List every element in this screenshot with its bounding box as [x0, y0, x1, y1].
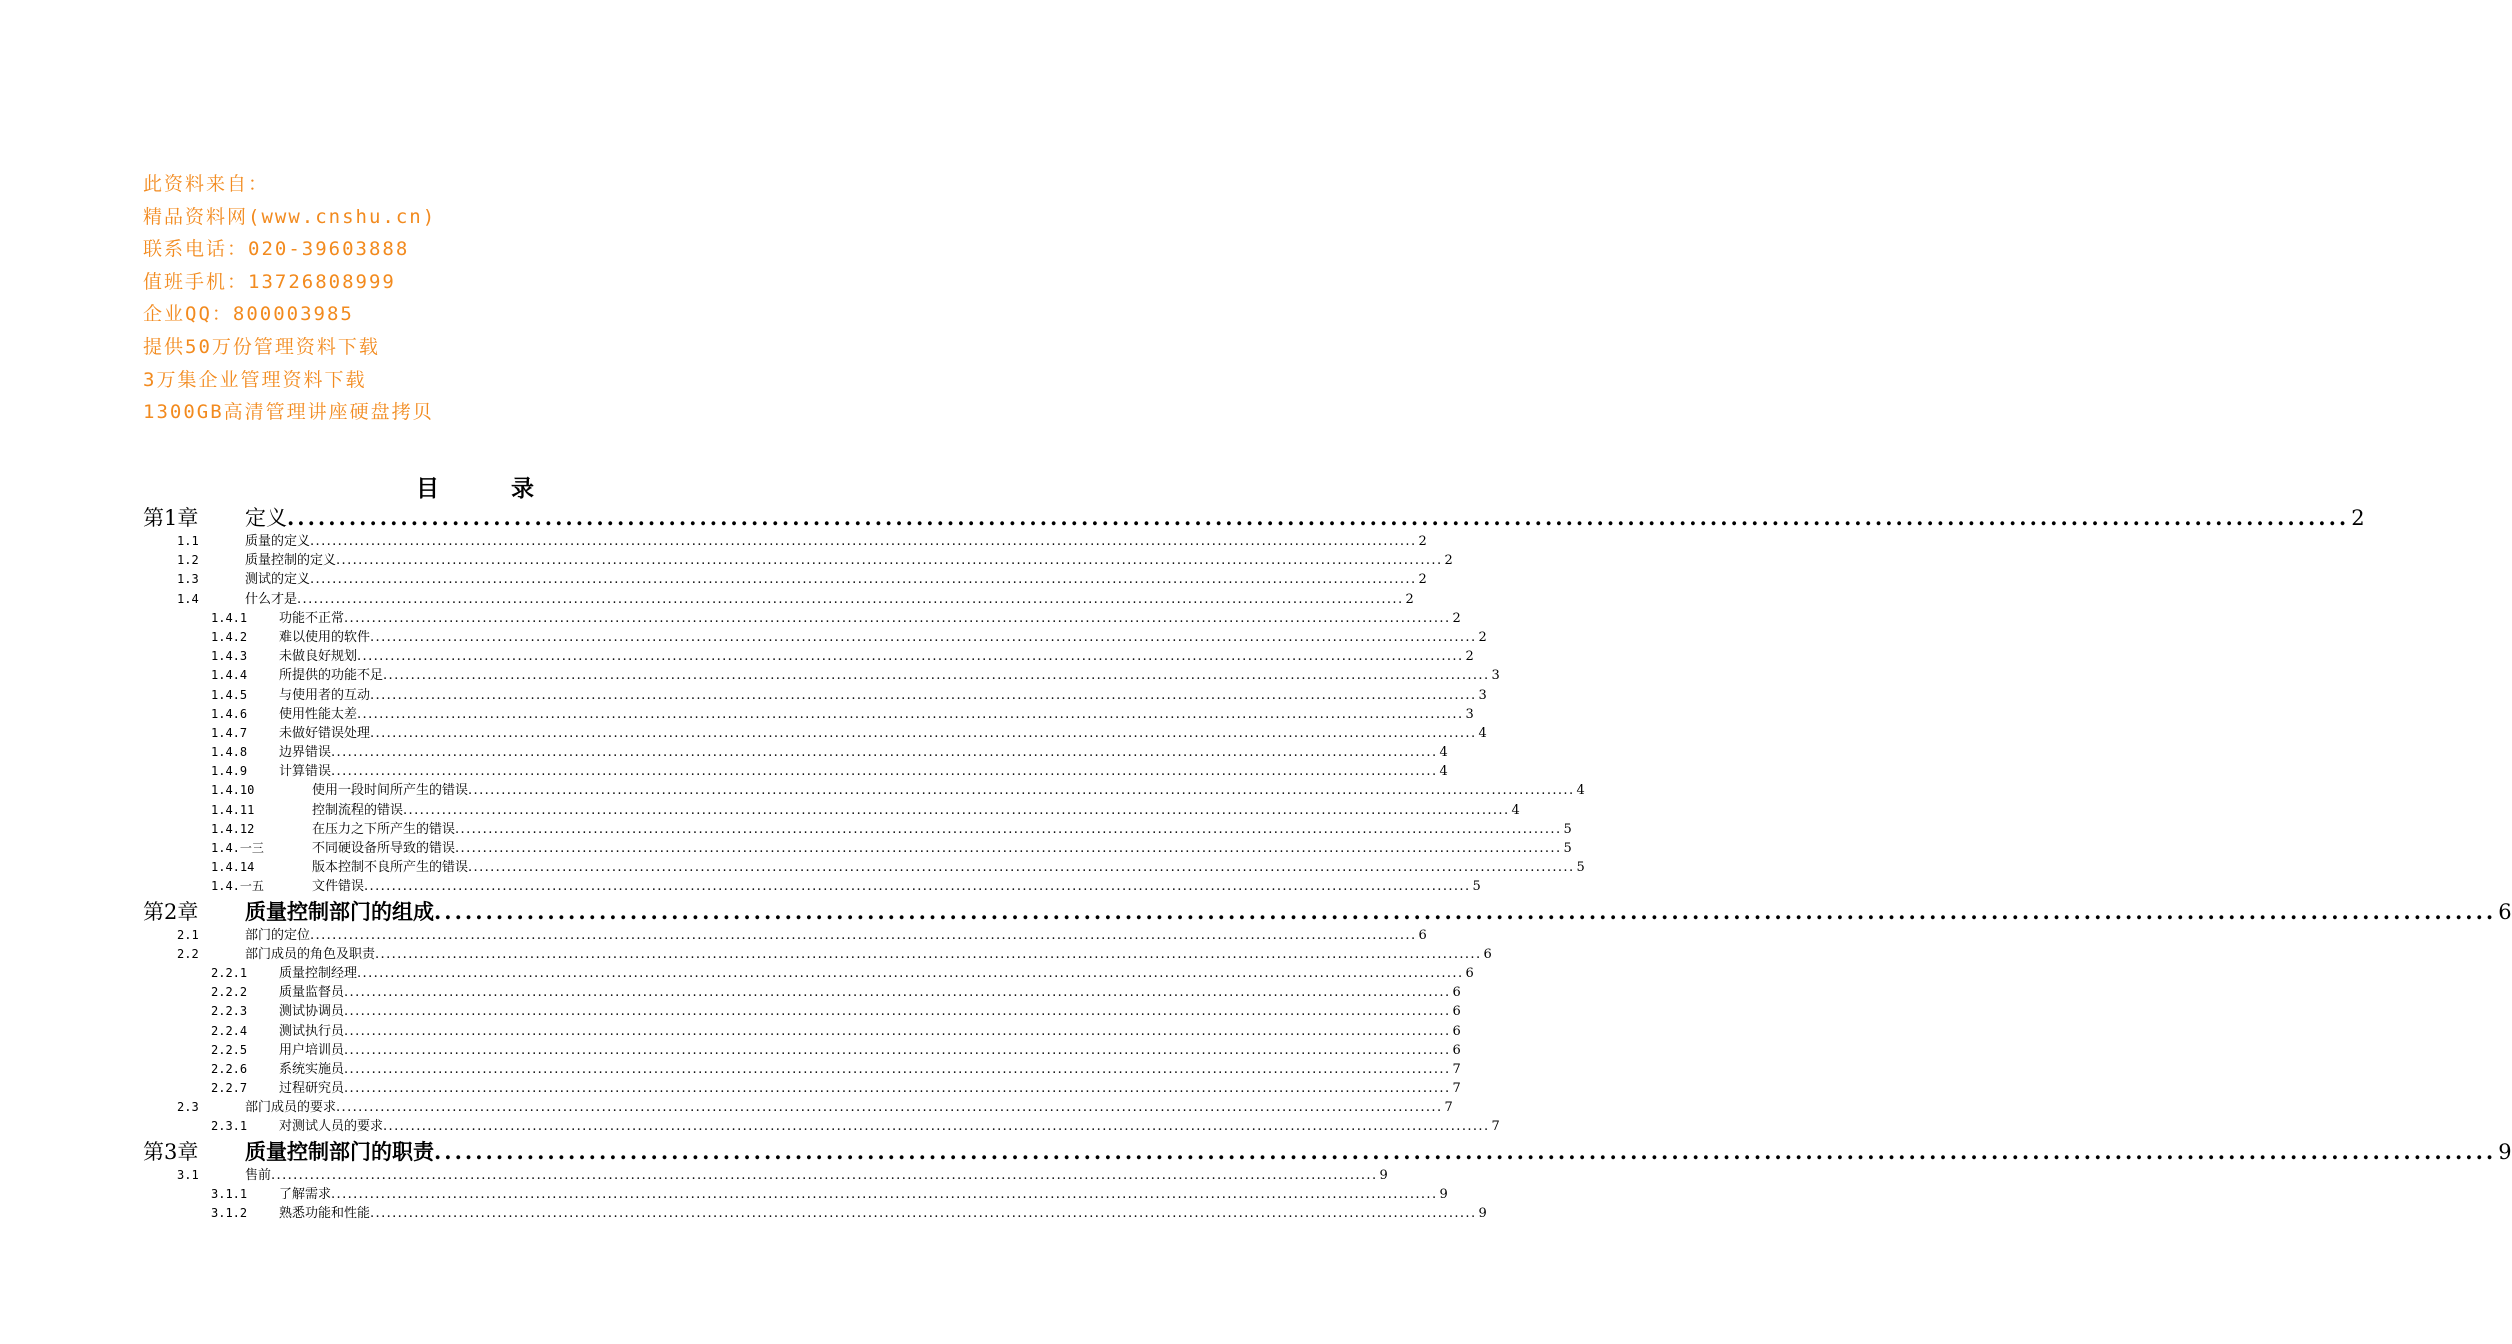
- toc-leader-dots: ........................................................................................................................................................................................................: [344, 985, 1451, 1001]
- toc-entry[interactable]: [143, 647, 1474, 666]
- toc-entry-number: 1.4.1: [211, 610, 248, 625]
- toc-entry-number: 1.3: [177, 572, 199, 587]
- toc-entry-title: 质量控制的定义: [245, 553, 337, 569]
- toc-entry-title: 质量控制部门的职责: [245, 1138, 434, 1164]
- toc-entry-page: 3: [1491, 668, 1500, 684]
- source-line: 精品资料网(www.cnshu.cn): [143, 205, 437, 228]
- toc-entry-number: 1.4.2: [211, 629, 248, 644]
- toc-entry-title: 所提供的功能不足: [279, 668, 384, 684]
- toc-entry-page: 5: [1563, 821, 1572, 837]
- toc-entry-title: 使用性能太差: [279, 706, 358, 722]
- toc-entry-title: 售前: [245, 1167, 272, 1183]
- toc-leader-dots: ........................................................................................................................................................................................................: [310, 927, 1417, 943]
- toc-entry[interactable]: [143, 926, 1427, 945]
- toc-entry[interactable]: [143, 762, 1448, 781]
- toc-leader-dots: ........................................................................................................................................................................................................: [344, 1081, 1451, 1097]
- toc-leader-dots: ........................................................................................................................................................................................................: [310, 572, 1417, 588]
- toc-entry-page: 7: [1452, 1061, 1461, 1077]
- toc-entry-number: 2.2.3: [211, 1004, 248, 1019]
- toc-entry[interactable]: [143, 705, 1474, 724]
- toc-entry[interactable]: [143, 1166, 1388, 1185]
- toc-leader-dots: ........................................................................................................................................................................................................: [468, 860, 1575, 876]
- toc-entry[interactable]: [143, 628, 1487, 647]
- toc-entry-title: 部门成员的要求: [245, 1100, 337, 1116]
- toc-leader-dots: ........................................................................................................................................................................................................: [331, 764, 1438, 780]
- toc-entry[interactable]: [143, 1117, 1500, 1136]
- source-line: 提供50万份管理资料下载: [143, 335, 380, 358]
- toc-leader-dots: ........................................................................................................................................................................................................: [383, 668, 1490, 684]
- toc-entry-page: 9: [1439, 1186, 1448, 1202]
- toc-entry-page: 4: [1478, 725, 1487, 741]
- toc-entry-number: 1.4.8: [211, 745, 248, 760]
- toc-entry-page: 4: [1511, 802, 1520, 818]
- toc-entry-page: 2: [1478, 629, 1487, 645]
- toc-entry-page: 2: [1444, 553, 1453, 569]
- toc-entry-title: 定义: [245, 506, 287, 530]
- toc-leader-dots: ........................................................................................................................................................................................................: [297, 591, 1404, 607]
- toc-leader-dots: ........................................................................................................................................................................................................: [310, 534, 1417, 549]
- toc-entry-number: 2.3: [177, 1100, 199, 1115]
- toc-entry-number: 1.4: [177, 591, 199, 606]
- toc-entry-title: 质量控制部门的组成: [245, 898, 434, 924]
- toc-entry[interactable]: [143, 1098, 1453, 1117]
- toc-entry-page: 6: [2498, 899, 2512, 924]
- toc-entry-title: 计算错误: [279, 764, 332, 780]
- toc-entry-page: 6: [1452, 1023, 1461, 1039]
- toc-entry-number: 3.1.2: [211, 1206, 248, 1220]
- toc-leader-dots: ........................................................................................................................................................................................................: [468, 783, 1575, 799]
- toc-leader-dots: ........................................................................................................................................................................................................: [434, 898, 2497, 924]
- toc-entry-number: 1.4.11: [211, 802, 255, 817]
- toc-entry-title: 控制流程的错误: [312, 802, 404, 818]
- toc-leader-dots: ........................................................................................................................................................................................................: [434, 1138, 2497, 1164]
- toc-leader-dots: ........................................................................................................................................................................................................: [370, 725, 1477, 741]
- toc-entry-number: 3.1: [177, 1167, 199, 1182]
- toc-entry-page: 6: [1418, 927, 1427, 943]
- toc-leader-dots: ........................................................................................................................................................................................................: [364, 879, 1471, 895]
- toc-entry[interactable]: [143, 897, 2512, 926]
- toc-entry-title: 质量控制经理: [279, 965, 358, 981]
- toc-entry[interactable]: [143, 1022, 1461, 1041]
- toc-leader-dots: ........................................................................................................................................................................................................: [383, 1119, 1490, 1135]
- toc-entry-number: 1.4.10: [211, 783, 255, 798]
- toc-entry-page: 4: [1439, 745, 1448, 761]
- toc-entry-title: 与使用者的互动: [279, 687, 371, 703]
- toc-entry-number: 2.3.1: [211, 1119, 248, 1134]
- toc-leader-dots: ........................................................................................................................................................................................................: [370, 687, 1477, 703]
- toc-entry-title: 测试协调员: [279, 1004, 345, 1020]
- toc-leader-dots: ........................................................................................................................................................................................................: [357, 965, 1464, 981]
- toc-entry[interactable]: [143, 839, 1572, 858]
- toc-entry-title: 部门成员的角色及职责: [245, 946, 376, 962]
- toc-entry-page: 2: [2351, 506, 2365, 530]
- source-line: 1300GB高清管理讲座硬盘拷贝: [143, 401, 434, 424]
- toc-entry-title: 系统实施员: [279, 1061, 345, 1077]
- toc-leader-dots: ........................................................................................................................................................................................................: [357, 649, 1464, 665]
- toc-leader-dots: ........................................................................................................................................................................................................: [455, 821, 1562, 837]
- toc-entry-page: 3: [1465, 706, 1474, 722]
- toc-entry-title: 在压力之下所产生的错误: [312, 821, 456, 837]
- toc-entry-page: 9: [1379, 1167, 1388, 1183]
- toc-entry-page: 7: [1444, 1100, 1453, 1116]
- toc-entry-title: 使用一段时间所产生的错误: [312, 783, 469, 799]
- toc-entry-title: 质量监督员: [279, 985, 345, 1001]
- toc-entry[interactable]: [143, 1041, 1461, 1060]
- toc-entry[interactable]: [143, 609, 1461, 628]
- toc-entry[interactable]: [143, 964, 1474, 983]
- toc-entry-page: 4: [1439, 764, 1448, 780]
- toc-leader-dots: ........................................................................................................................................................................................................: [336, 553, 1443, 569]
- toc-entry-page: 6: [1452, 985, 1461, 1001]
- source-line: 值班手机：13726808999: [143, 270, 396, 293]
- toc-entry-number: 1.4.14: [211, 860, 255, 875]
- toc-entry-title: 质量的定义: [245, 534, 311, 549]
- toc-entry-number: 1.4.3: [211, 649, 248, 664]
- toc-entry-page: 2: [1418, 572, 1427, 588]
- toc-entry-number: 2.2.1: [211, 965, 248, 980]
- toc-entry-title: 用户培训员: [279, 1042, 345, 1058]
- toc-entry-page: 4: [1576, 783, 1585, 799]
- toc-entry[interactable]: [143, 551, 1453, 570]
- toc-entry-number: 2.2.5: [211, 1042, 248, 1057]
- toc-leader-dots: ........................................................................................................................................................................................................: [344, 1042, 1451, 1058]
- toc-leader-dots: ........................................................................................................................................................................................................: [344, 1023, 1451, 1039]
- toc-leader-dots: ........................................................................................................................................................................................................: [455, 841, 1562, 856]
- source-info-block: [143, 168, 643, 429]
- toc-entry[interactable]: [143, 1185, 1448, 1204]
- toc-entry[interactable]: [143, 570, 1427, 589]
- toc-entry-title: 边界错误: [279, 745, 332, 761]
- toc-leader-dots: ........................................................................................................................................................................................................: [344, 1061, 1451, 1077]
- toc-entry-title: 对测试人员的要求: [279, 1119, 384, 1135]
- toc-entry-number: 2.2.6: [211, 1061, 248, 1076]
- toc-leader-dots: ........................................................................................................................................................................................................: [287, 505, 2350, 530]
- toc-leader-dots: ........................................................................................................................................................................................................: [331, 1186, 1438, 1202]
- toc-entry-page: 9: [2498, 1139, 2512, 1164]
- toc-entry-number: 1.2: [177, 553, 199, 568]
- toc-entry-page: 2: [1405, 591, 1414, 607]
- toc-entry[interactable]: [143, 590, 1414, 609]
- toc-entry[interactable]: [143, 1060, 1461, 1079]
- toc-entry-page: 2: [1465, 649, 1474, 665]
- toc-entry[interactable]: [143, 877, 1481, 896]
- toc-entry-title: 部门的定位: [245, 927, 311, 943]
- toc-entry[interactable]: [143, 1137, 2512, 1166]
- toc-entry-title: 文件错误: [312, 879, 365, 895]
- toc-entry[interactable]: [143, 666, 1500, 685]
- toc-entry-title: 什么才是: [245, 591, 298, 607]
- toc-entry-number: 2.2: [177, 946, 199, 961]
- toc-entry[interactable]: [143, 1079, 1461, 1098]
- toc-entry-number: 1.4.一五: [211, 879, 264, 894]
- toc-leader-dots: ........................................................................................................................................................................................................: [370, 1206, 1477, 1221]
- toc-entry-title: 未做好错误处理: [279, 725, 371, 741]
- toc-entry[interactable]: [143, 743, 1448, 762]
- toc-entry[interactable]: [143, 724, 1487, 743]
- toc-entry-number: 1.4.5: [211, 687, 248, 702]
- toc-entry-title: 测试执行员: [279, 1023, 345, 1039]
- toc-title: 目 录: [415, 475, 566, 502]
- toc-entry-page: 6: [1483, 946, 1492, 962]
- toc-entry-number: 2.2.7: [211, 1081, 248, 1096]
- toc-entry-page: 7: [1491, 1119, 1500, 1135]
- toc-entry-page: 6: [1452, 1004, 1461, 1020]
- toc-entry[interactable]: [143, 858, 1585, 877]
- toc-entry-number: 2.2.2: [211, 985, 248, 1000]
- toc-entry-number: 1.4.12: [211, 821, 255, 836]
- toc-entry-page: 3: [1478, 687, 1487, 703]
- toc-leader-dots: ........................................................................................................................................................................................................: [336, 1100, 1443, 1116]
- toc-entry-number: 2.1: [177, 927, 199, 942]
- toc-entry-number: 1.4.6: [211, 706, 248, 721]
- toc-entry-title: 熟悉功能和性能: [279, 1206, 371, 1221]
- toc-entry-title: 未做良好规划: [279, 649, 358, 665]
- toc-entry-number: 3.1.1: [211, 1186, 248, 1201]
- toc-entry-page: 7: [1452, 1081, 1461, 1097]
- toc-entry-number: 2.2.4: [211, 1023, 248, 1038]
- toc-leader-dots: ........................................................................................................................................................................................................: [344, 610, 1451, 626]
- toc-entry-page: 5: [1563, 841, 1572, 856]
- toc-entry[interactable]: [143, 781, 1585, 800]
- toc-entry[interactable]: [143, 1002, 1461, 1021]
- toc-entry-page: 5: [1576, 860, 1585, 876]
- toc-entry-number: 第3章: [143, 1139, 199, 1164]
- toc-entry-page: 5: [1472, 879, 1481, 895]
- toc-entry-number: 1.4.4: [211, 668, 248, 683]
- source-line: 3万集企业管理资料下载: [143, 368, 367, 391]
- toc-entry-title: 版本控制不良所产生的错误: [312, 860, 469, 876]
- toc-entry-title: 测试的定义: [245, 572, 311, 588]
- toc-entry-title: 了解需求: [279, 1186, 332, 1202]
- toc-entry[interactable]: [143, 820, 1572, 839]
- toc-entry[interactable]: [143, 532, 1427, 551]
- toc-entry[interactable]: [143, 983, 1461, 1002]
- toc-leader-dots: ........................................................................................................................................................................................................: [344, 1004, 1451, 1020]
- toc-entry[interactable]: [143, 503, 2365, 532]
- toc-entry-number: 第2章: [143, 899, 199, 924]
- toc-entry[interactable]: [143, 686, 1487, 705]
- toc-entry-title: 功能不正常: [279, 610, 345, 626]
- toc-entry-title: 过程研究员: [279, 1081, 345, 1097]
- toc-leader-dots: ........................................................................................................................................................................................................: [331, 745, 1438, 761]
- toc-entry-title: 不同硬设备所导致的错误: [312, 841, 456, 856]
- toc-entry-page: 9: [1478, 1206, 1487, 1221]
- toc-leader-dots: ........................................................................................................................................................................................................: [271, 1167, 1378, 1183]
- toc-entry-number: 1.4.一三: [211, 841, 264, 855]
- toc-entry-page: 2: [1452, 610, 1461, 626]
- toc-entry-number: 第1章: [143, 506, 199, 530]
- source-line: 企业QQ：800003985: [143, 303, 354, 326]
- toc-leader-dots: ........................................................................................................................................................................................................: [375, 946, 1482, 962]
- table-of-contents: [143, 503, 2512, 1223]
- toc-entry-number: 1.4.9: [211, 764, 248, 779]
- toc-entry[interactable]: [143, 1204, 1487, 1223]
- toc-entry[interactable]: [143, 801, 1520, 820]
- toc-entry-number: 1.4.7: [211, 725, 248, 740]
- source-line: 联系电话：020-39603888: [143, 238, 410, 261]
- toc-leader-dots: ........................................................................................................................................................................................................: [357, 706, 1464, 722]
- source-line: 此资料来自：: [143, 173, 270, 195]
- toc-entry[interactable]: [143, 945, 1492, 964]
- toc-entry-page: 6: [1465, 965, 1474, 981]
- toc-leader-dots: ........................................................................................................................................................................................................: [370, 629, 1477, 645]
- toc-entry-page: 6: [1452, 1042, 1461, 1058]
- toc-entry-title: 难以使用的软件: [279, 629, 371, 645]
- toc-entry-page: 2: [1418, 534, 1427, 549]
- toc-entry-number: 1.1: [177, 534, 199, 548]
- toc-leader-dots: ........................................................................................................................................................................................................: [403, 802, 1510, 818]
